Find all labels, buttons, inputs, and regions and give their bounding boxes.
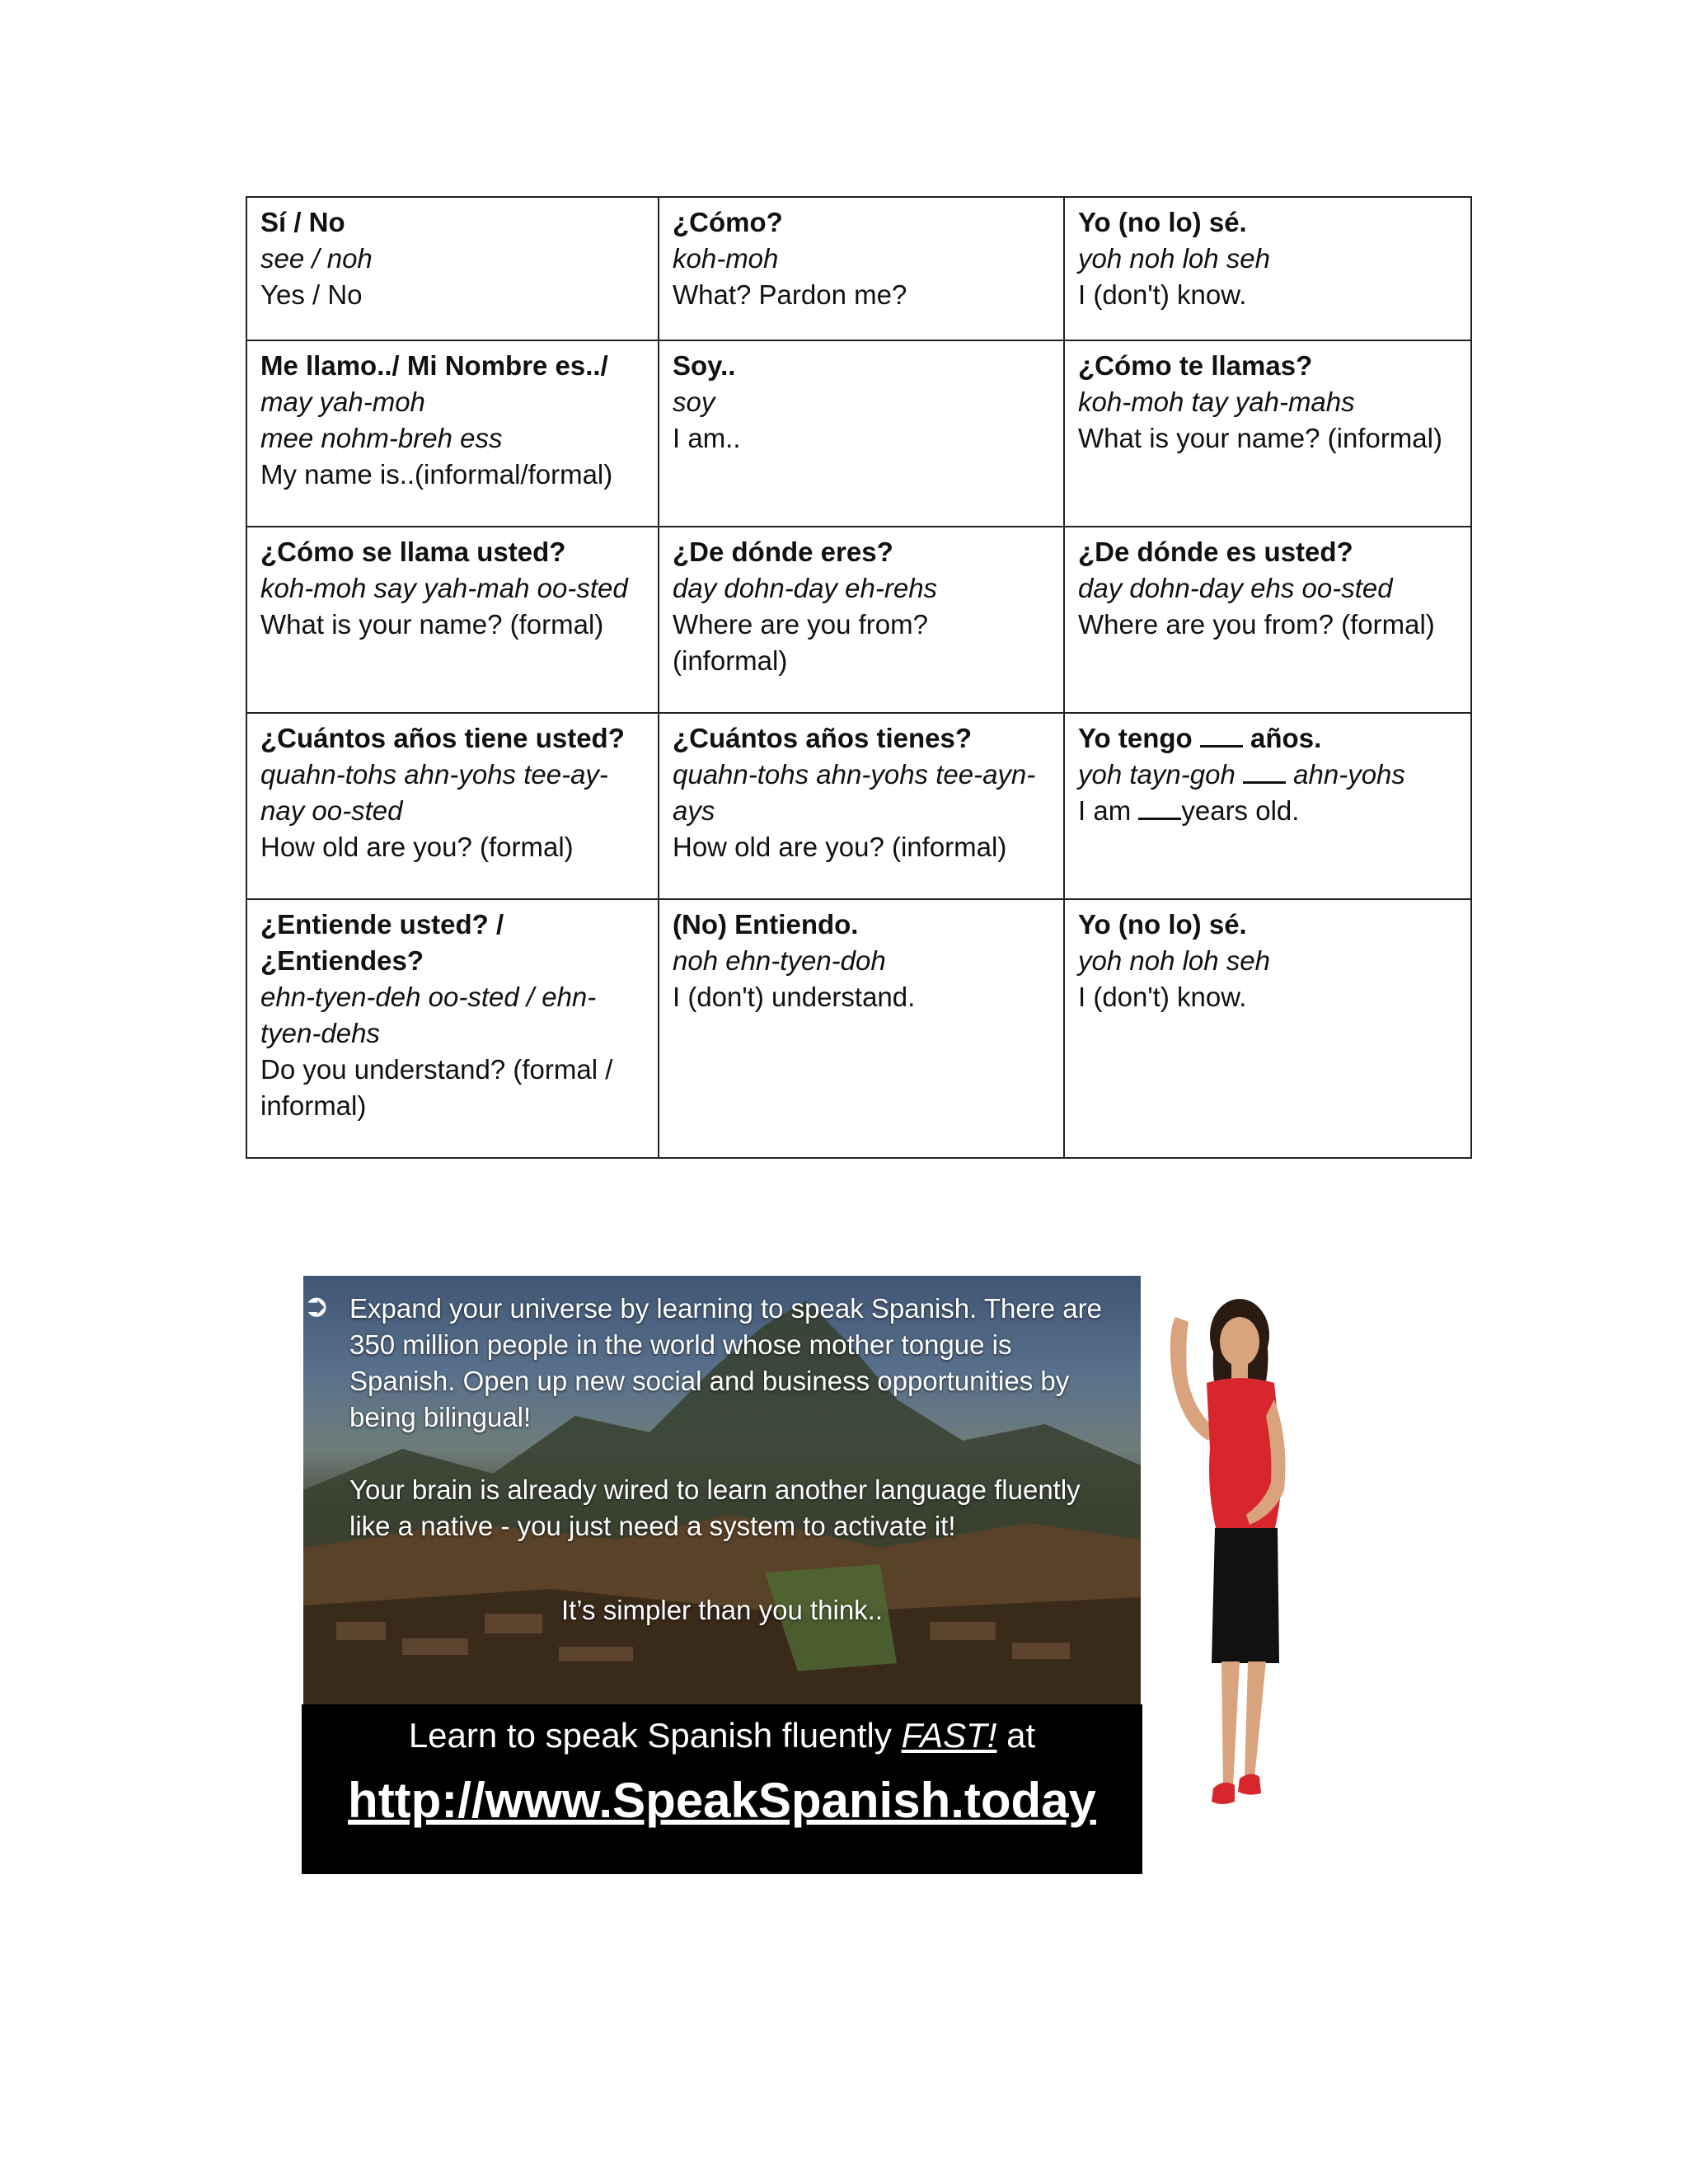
english-translation: Do you understand? (formal / informal) [260,1054,613,1121]
phrase-cell [1064,527,1471,713]
phrase-cell [246,713,659,899]
pronunciation: see / noh [260,243,373,274]
english-end: years old. [1181,795,1300,826]
banner-fast: FAST! [901,1716,997,1755]
spanish-phrase: ¿Entiende usted? / ¿Entiendes? [260,909,504,976]
pronunciation: day dohn-day eh-rehs [673,573,938,603]
english-translation: How old are you? (informal) [673,832,1007,862]
spanish-phrase: ¿De dónde es usted? [1078,537,1353,567]
table-row [246,527,1471,713]
spanish-phrase: ¿Cómo se llama usted? [260,537,566,567]
promo-tagline: It’s simpler than you think.. [560,1595,884,1625]
banner-suffix: at [996,1716,1036,1755]
banner-headline [302,1713,1142,1759]
spanish-phrase: ¿Cuántos años tiene usted? [260,723,625,753]
spanish-phrase: (No) Entiendo. [673,909,859,940]
table-row [246,899,1471,1158]
english-translation: What is your name? (formal) [260,609,604,640]
spanish-phrase-end: años. [1250,723,1322,753]
pronunciation: noh ehn-tyen-doh [673,945,886,976]
promo-paragraph-2: Your brain is already wired to learn another language fluently like a native - you just need a system to activate it! [349,1474,1081,1541]
english-translation: How old are you? (formal) [260,832,574,862]
blank-line [1138,817,1181,820]
phrase-cell [1064,713,1471,899]
english-translation: Where are you from? (formal) [1078,609,1435,640]
table-row [246,197,1471,340]
english-translation: Yes / No [260,279,363,310]
spanish-phrase: Soy.. [673,350,736,381]
promo-paragraph-1: Expand your universe by learning to speak Spanish. There are 350 million people in the world whose mother tongue is Spanish. Open up new social and business opportunities by being bilingual! [349,1293,1102,1432]
english-translation [1078,793,1457,829]
english-start: I am [1078,795,1132,826]
spanish-phrase: ¿De dónde eres? [673,537,893,567]
phrase-cell [659,197,1064,340]
spanish-phrase: ¿Cuántos años tienes? [673,723,973,753]
pronunciation-end: ahn-yohs [1293,759,1405,790]
english-translation: Where are you from? (informal) [673,609,928,676]
table-row [246,340,1471,527]
english-translation: I (don't) know. [1078,982,1247,1012]
pronunciation: yoh noh loh seh [1078,945,1271,976]
table-row [246,713,1471,899]
phrase-cell [246,899,659,1158]
phrase-table [246,196,1472,1159]
phrase-cell [1064,899,1471,1158]
promo-banner [302,1704,1142,1874]
banner-prefix: Learn to speak Spanish fluently [408,1716,902,1755]
phrase-cell [246,527,659,713]
pronunciation: koh-moh [673,243,779,274]
english-translation: What? Pardon me? [673,279,907,310]
english-translation: My name is..(informal/formal) [260,459,613,490]
promo-text [349,1291,1124,1581]
spanish-phrase: ¿Cómo? [673,207,783,237]
phrase-cell [659,713,1064,899]
pronunciation: koh-moh tay yah-mahs [1078,387,1355,417]
spanish-phrase: Yo (no lo) sé. [1078,207,1247,237]
blank-line [1200,744,1243,748]
phrase-cell [246,197,659,340]
website-link[interactable]: http://www.SpeakSpanish.today [348,1773,1096,1828]
phrase-cell [1064,340,1471,527]
machu-picchu-photo [303,1276,1141,1709]
pronunciation: quahn-tohs ahn-yohs tee-ay-nay oo-sted [260,759,608,826]
pronunciation-start: yoh tayn-goh [1078,759,1236,790]
pronunciation [1078,757,1457,793]
spanish-phrase: Me llamo../ Mi Nombre es../ [260,350,608,381]
phrase-cell [659,340,1064,527]
spanish-phrase: ¿Cómo te llamas? [1078,350,1313,381]
english-translation: I (don't) understand. [673,982,916,1012]
pronunciation: may yah-moh [260,387,425,417]
pronunciation: ehn-tyen-deh oo-sted / ehn-tyen-dehs [260,982,597,1048]
english-translation: What is your name? (informal) [1078,423,1442,453]
pronunciation: quahn-tohs ahn-yohs tee-ayn-ays [673,759,1036,826]
spanish-phrase-start: Yo tengo [1078,723,1193,753]
phrase-cell [1064,197,1471,340]
phrase-cell [659,527,1064,713]
spanish-phrase [1078,720,1457,757]
arrow-right-circle-icon: ➲ [303,1289,330,1324]
pronunciation: koh-moh say yah-mah oo-sted [260,573,628,603]
pronunciation: yoh noh loh seh [1078,243,1271,274]
phrase-cell [659,899,1064,1158]
pronunciation: soy [673,387,715,417]
english-translation: I am.. [673,423,741,453]
spanish-phrase: Sí / No [260,207,345,237]
woman-presenter-image [1142,1284,1307,1820]
phrase-cell [246,340,659,527]
english-translation: I (don't) know. [1078,279,1247,310]
pronunciation-formal: mee nohm-breh ess [260,423,503,453]
blank-line [1243,780,1286,784]
pronunciation: day dohn-day ehs oo-sted [1078,573,1393,603]
spanish-phrase: Yo (no lo) sé. [1078,909,1247,940]
